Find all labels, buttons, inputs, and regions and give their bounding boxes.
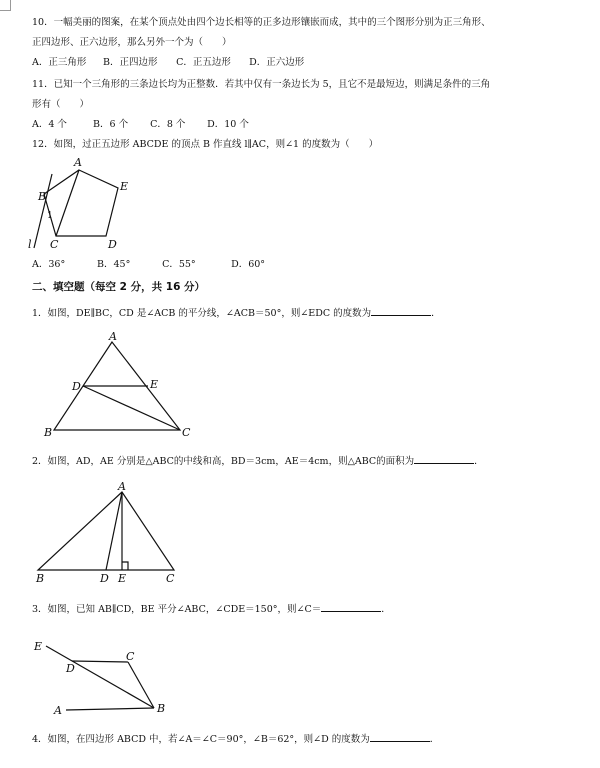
label-a: A: [54, 704, 62, 717]
fill4-question: [32, 732, 439, 746]
fill4-end: ．: [429, 734, 440, 745]
q10-options: [32, 56, 304, 69]
label-b: B: [38, 190, 47, 203]
fill2-question: [32, 454, 484, 468]
label-c: C: [126, 650, 135, 663]
label-d: D: [108, 238, 117, 251]
triangle-abc: [38, 492, 174, 570]
label-d: D: [66, 662, 75, 675]
segment-eb: [46, 646, 154, 708]
q11-option-b: B．6 个: [93, 119, 129, 130]
q11-text-line-2: 形有（ ）: [32, 99, 90, 110]
fill3-text: 3．如图，已知 AB∥CD，BE 平分∠ABC，∠CDE＝150°，则∠C＝: [32, 604, 322, 615]
label-b: B: [36, 572, 45, 585]
label-angle-1: 1: [47, 211, 53, 221]
q12-option-c: C．55°: [162, 259, 196, 270]
fill3-question: [32, 602, 391, 616]
label-a: A: [118, 480, 126, 493]
label-e: E: [34, 640, 43, 653]
q11-text-line-1: 11．已知一个三角形的三条边长均为正整数．若其中仅有一条边长为 5，且它不是最短边，则满足条件的三角: [32, 79, 491, 90]
segment-ab: [66, 708, 154, 710]
q10-option-a: A．正三角形: [32, 57, 87, 68]
label-c: C: [166, 572, 175, 585]
page-corner-mark: [0, 0, 11, 11]
segment-dc: [72, 661, 128, 662]
median-ad: [106, 492, 122, 570]
right-angle-mark: [122, 562, 128, 570]
q12-option-d: D．60°: [231, 259, 266, 270]
segment-dc: [83, 386, 180, 430]
fill3-answer-blank: [321, 602, 381, 612]
fill2-answer-blank: [414, 454, 474, 464]
q10-option-b: B．正四边形: [103, 57, 158, 68]
pentagon-abcde: [44, 170, 118, 236]
fill2-triangle-figure: [34, 482, 194, 588]
label-e: E: [120, 180, 129, 193]
label-c: C: [182, 426, 191, 439]
label-b: B: [44, 426, 53, 439]
q10-option-c: C．正五边形: [176, 57, 231, 68]
fill4-answer-blank: [370, 732, 430, 742]
label-d: D: [72, 380, 81, 393]
fill2-end: ．: [474, 456, 484, 467]
fill3-parallel-figure: [30, 636, 190, 726]
q12-option-a: A．36°: [32, 259, 66, 270]
diagonal-ac: [56, 170, 79, 236]
label-a: A: [109, 330, 117, 343]
q12-option-b: B．45°: [97, 259, 131, 270]
label-e: E: [118, 572, 127, 585]
label-a: A: [74, 156, 82, 169]
section-title: 二、填空题（每空 2 分，共 16 分）: [32, 281, 206, 293]
q12-options: [32, 258, 265, 271]
label-d: D: [100, 572, 109, 585]
q10-text-line-1: 10．一幅美丽的图案，在某个顶点处由四个边长相等的正多边形镶嵌而成，其中的三个图形分别为正三角形、: [32, 17, 491, 28]
q11-option-d: D．10 个: [207, 119, 249, 130]
fill2-text: 2．如图，AD，AE 分别是△ABC的中线和高，BD＝3cm，AE＝4cm，则△ABC的面积为: [32, 456, 415, 467]
q11-option-c: C．8 个: [150, 119, 186, 130]
fill1-question: [32, 306, 441, 320]
q12-pentagon-figure: [28, 156, 138, 256]
fill4-text: 4．如图，在四边形 ABCD 中，若∠A＝∠C＝90°，∠B＝62°，则∠D 的度数为: [32, 734, 370, 745]
label-b: B: [157, 702, 166, 715]
label-e: E: [150, 378, 159, 391]
q10-text-line-2: 正四边形、正六边形，那么另外一个为（ ）: [32, 37, 232, 48]
fill1-triangle-figure: [40, 332, 200, 438]
label-c: C: [50, 238, 59, 251]
fill1-end: ．: [431, 308, 441, 319]
fill1-answer-blank: [371, 306, 431, 316]
label-l: l: [28, 238, 32, 251]
fill1-text: 1．如图，DE∥BC，CD 是∠ACB 的平分线，∠ACB＝50°，则∠EDC 的度数为: [32, 308, 372, 319]
q12-text: 12．如图，过正五边形 ABCDE 的顶点 B 作直线 l∥AC，则∠1 的度数为（ ）: [32, 139, 379, 150]
fill3-end: ．: [381, 604, 391, 615]
q10-option-d: D．正六边形: [249, 57, 305, 68]
q11-option-a: A．4 个: [32, 119, 67, 130]
q11-options: [32, 118, 249, 131]
